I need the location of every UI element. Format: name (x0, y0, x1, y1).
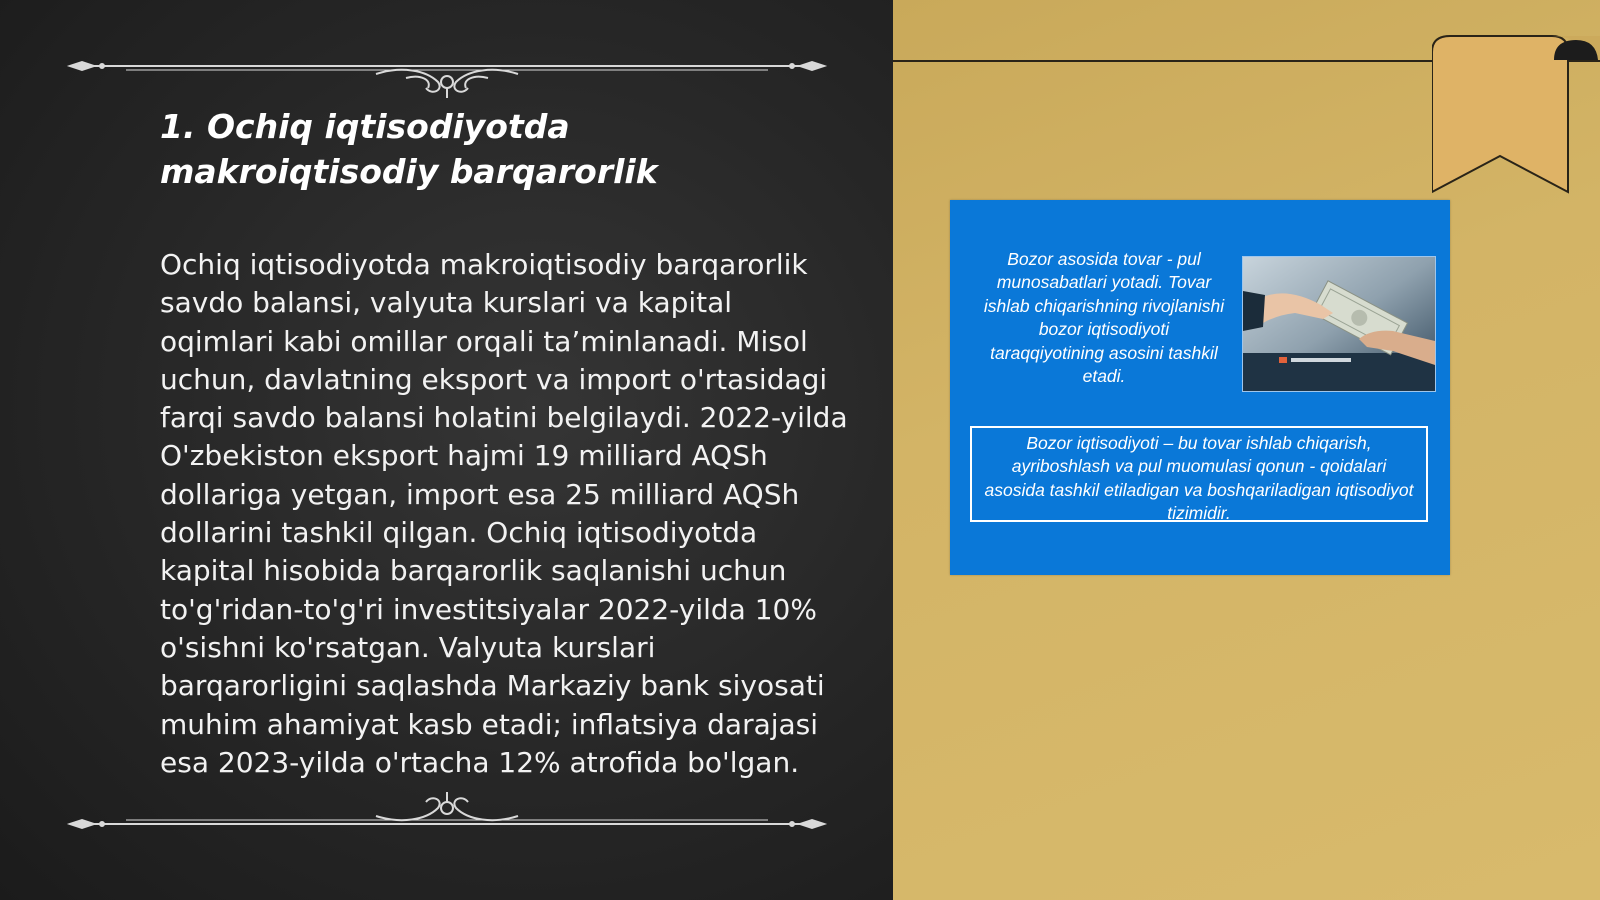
card-caption-text: Bozor asosida tovar - pul munosabatlari yotadi. Tovar ishlab chiqarishning rivojlanishi bozor iqtisodiyoti taraqqiyotining asosini tashkil etadi. (983, 249, 1225, 387)
bookmark-ribbon-icon (1432, 34, 1600, 200)
card-definition-box: Bozor iqtisodiyoti – bu tovar ishlab chiqarish, ayriboshlash va pul muomulasi qonun - qoidalari asosida tashkil etiladigan va boshqariladigan iqtisodiyot tizimidir. (970, 426, 1428, 522)
bottom-ornament-divider (66, 790, 828, 840)
info-card-image (950, 200, 1450, 575)
slide-body-text: Ochiq iqtisodiyotda makroiqtisodiy barqarorlik savdo balansi, valyuta kurslari va kapital oqimlari kabi omillar orqali ta’minlanadi. Misol uchun, davlatning eksport va import o'rtasidagi farqi savdo balansi holatini belgilaydi. 2022-yilda O'zbekiston eksport hajmi 19 milliard AQSh dollariga yetgan, import esa 25 milliard AQSh dollarini tashkil qilgan. Ochiq iqtisodiyotda kapital hisobida barqarorlik saqlanishi uchun to'g'ridan-to'g'ri investitsiyalar 2022-yilda 10% o'sishni ko'rsatgan. Valyuta kurslari barqarorligini saqlashda Markaziy bank siyosati muhim ahamiyat kasb etadi; inflatsiya darajasi esa 2023-yilda o'rtacha 12% atrofida bo'lgan. (160, 248, 848, 779)
top-ornament-divider (66, 48, 828, 98)
money-exchange-photo (1242, 256, 1436, 392)
slide-title: 1. Ochiq iqtisodiyotda makroiqtisodiy barqarorlik (160, 107, 658, 191)
